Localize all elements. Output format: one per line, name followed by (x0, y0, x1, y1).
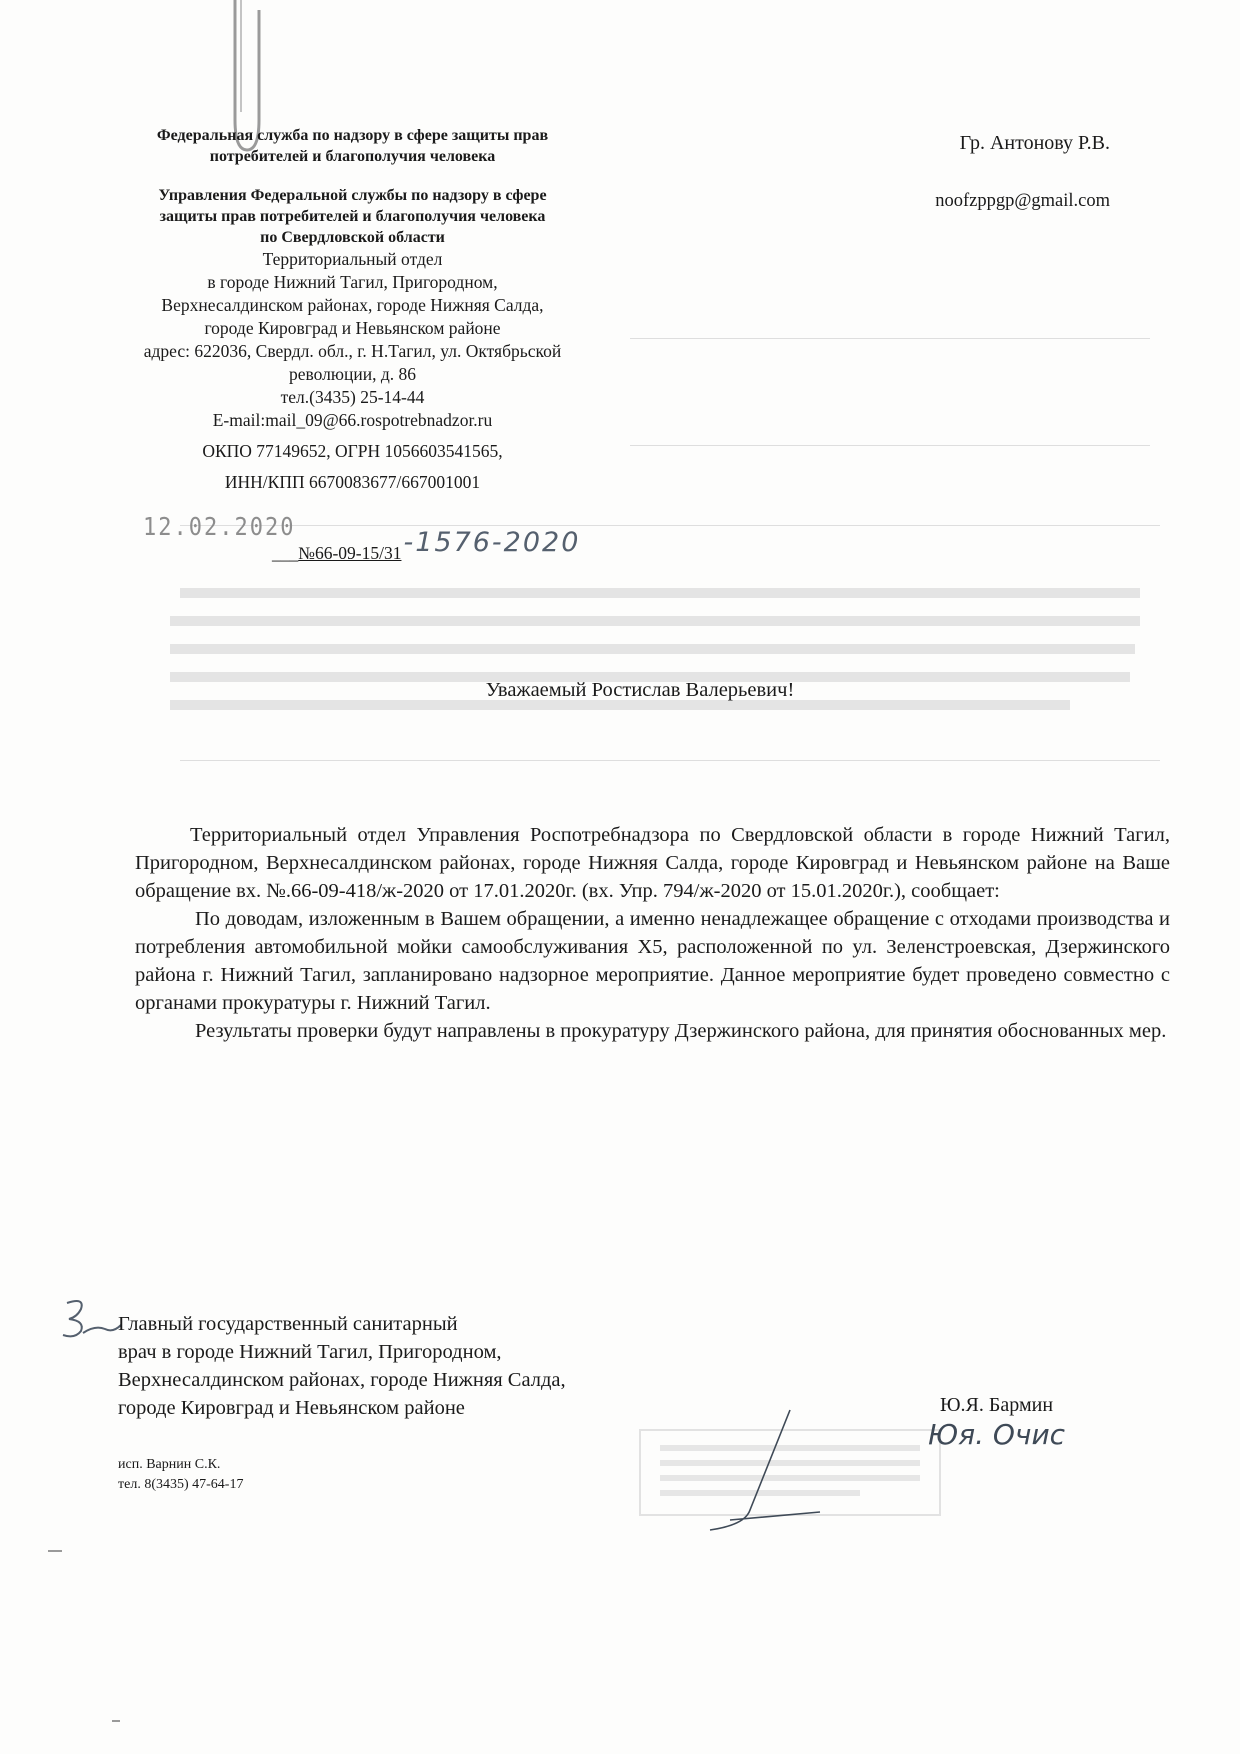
handwritten-mark-icon (55, 1295, 125, 1355)
sender-email: E-mail:mail_09@66.rospotrebnadzor.ru (212, 410, 493, 430)
okpo-ogrn: ОКПО 77149652, ОГРН 1056603541565, (202, 441, 503, 461)
office-area: в городе Нижний Тагил, Пригородном, (207, 272, 498, 292)
letter-body (135, 821, 1170, 1045)
recipient-block (850, 128, 1110, 216)
department-name-cont: защиты прав потребителей и благополучия человека (159, 208, 546, 225)
inn-kpp: ИНН/КПП 6670083677/667001001 (224, 472, 481, 492)
scan-speck (112, 1720, 120, 1722)
reference-number: №66-09-15/31 (298, 543, 402, 563)
sender-phone: тел.(3435) 25-14-44 (280, 387, 425, 407)
recipient-email: noofzppgp@gmail.com (935, 191, 1110, 211)
executor-phone: тел. 8(3435) 47-64-17 (118, 1477, 244, 1492)
date-stamp: 12.02.2020 (143, 513, 296, 542)
agency-name-cont: потребителей и благополучия человека (209, 148, 496, 165)
sender-block (90, 125, 615, 494)
signer-title-cont: Верхнесалдинском районах, городе Нижняя Салда, (118, 1369, 566, 1391)
office-area-cont: Верхнесалдинском районах, городе Нижняя Салда, (161, 295, 544, 315)
bleed-through-text (170, 570, 1160, 740)
signer-title-end: городе Кировград и Невьянском районе (118, 1397, 465, 1419)
body-paragraph: Результаты проверки будут направлены в прокуратуру Дзержинского района, для принятия обоснованных мер. (195, 1020, 1167, 1042)
signer-title: Главный государственный санитарный (118, 1313, 458, 1335)
reference-line (272, 527, 581, 566)
reference-blank: ___ (272, 543, 299, 563)
sender-address: адрес: 622036, Свердл. обл., г. Н.Тагил, ул. Октябрьской (143, 341, 562, 361)
handwritten-signature: Юя. Очис (928, 1418, 1066, 1451)
body-paragraph: Территориальный отдел Управления Роспотребнадзора по Свердловской области в городе Нижний Тагил, Пригородном, Верхнесалдинском районах, городе Нижняя Салда, городе Кировград и Невьянском районе на Ваше обращение вх. №.66-09-418/ж-2020 от 17.01.2020г. (вх. Упр. 794/ж-2020 от 15.01.2020г.), сообщает: (135, 824, 1170, 902)
executor-name: исп. Варнин С.К. (118, 1457, 221, 1472)
body-paragraph: По доводам, изложенным в Вашем обращении, а именно ненадлежащее обращение с отходами производства и потребления автомобильной мойки самообслуживания X5, расположенной по ул. Зеленстроевская, Дзержинского района г. Нижний Тагил, запланировано надзорное мероприятие. Данное мероприятие будет проведено совместно с органами прокуратуры г. Нижний Тагил. (135, 908, 1170, 1014)
signer-name: Ю.Я. Бармин (940, 1394, 1054, 1416)
bleed-through-rule (180, 525, 1160, 526)
agency-name: Федеральная служба по надзору в сфере защиты прав (156, 127, 549, 144)
salutation: Уважаемый Ростислав Валерьевич! (485, 679, 795, 701)
bleed-through-rule (630, 338, 1150, 339)
executor-block (118, 1455, 243, 1495)
department-name: Управления Федеральной службы по надзору в сфере (158, 187, 547, 204)
office-name: Территориальный отдел (262, 249, 443, 269)
department-region: по Свердловской области (260, 229, 445, 246)
recipient-name: Гр. Антонову Р.В. (959, 132, 1110, 154)
signer-title-cont: врач в городе Нижний Тагил, Пригородном, (118, 1341, 502, 1363)
sender-address-cont: революции, д. 86 (289, 364, 416, 384)
signature-block (118, 1310, 566, 1422)
bleed-through-rule (180, 760, 1160, 761)
signature-stroke (690, 1400, 830, 1540)
office-area-end: городе Кировград и Невьянском районе (204, 318, 501, 338)
bleed-through-rule (630, 445, 1150, 446)
scan-speck (48, 1550, 62, 1552)
reference-handwritten: -1576-2020 (403, 527, 581, 558)
